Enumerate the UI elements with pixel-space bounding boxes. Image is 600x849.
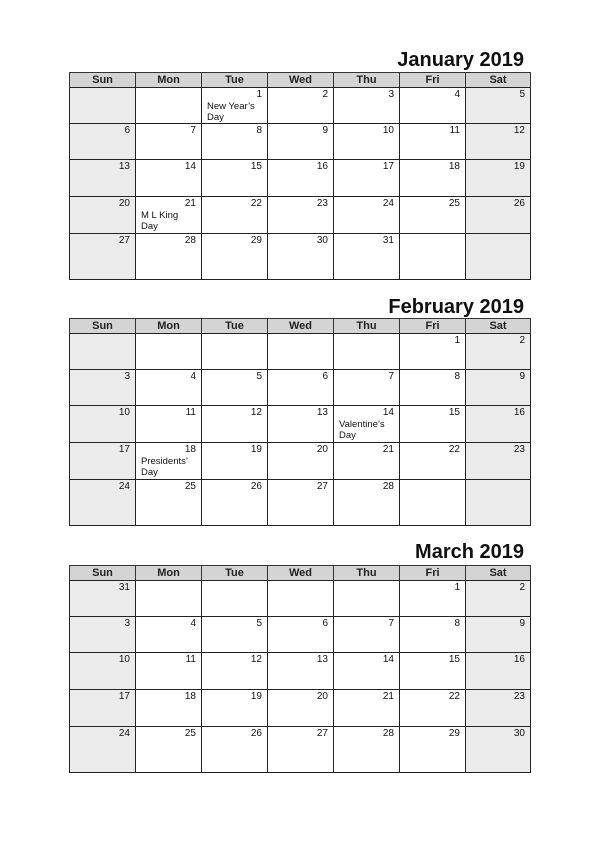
day-number <box>136 88 201 101</box>
weekday-header-sat: Sat <box>466 73 531 88</box>
empty-day-cell <box>136 581 202 617</box>
day-cell <box>136 124 202 160</box>
day-cell <box>334 406 400 443</box>
day-number: 22 <box>448 444 460 455</box>
month-title: February 2019 <box>388 296 524 318</box>
day-number: 21 <box>382 444 394 455</box>
weekday-header-wed: Wed <box>268 319 334 334</box>
day-cell <box>202 690 268 727</box>
day-number: 15 <box>448 654 460 665</box>
day-number: 26 <box>513 198 525 209</box>
weekday-header-thu: Thu <box>334 319 400 334</box>
day-number: 2 <box>519 582 525 593</box>
empty-day-cell <box>400 234 466 280</box>
day-number: 31 <box>382 235 394 246</box>
day-number: 20 <box>316 691 328 702</box>
day-number: 26 <box>250 481 262 492</box>
day-cell <box>466 653 531 690</box>
weekday-header-sat: Sat <box>466 566 531 581</box>
day-number <box>466 234 530 247</box>
day-cell <box>400 727 466 773</box>
day-cell <box>268 406 334 443</box>
day-cell <box>466 370 531 406</box>
day-number <box>466 480 530 493</box>
day-number: 3 <box>124 371 130 382</box>
day-number: 6 <box>322 618 328 629</box>
day-number: 18 <box>184 444 196 455</box>
day-cell <box>400 124 466 160</box>
week-row <box>70 690 531 727</box>
day-cell <box>268 617 334 653</box>
day-number: 30 <box>513 728 525 739</box>
day-number <box>70 334 135 347</box>
day-number: 16 <box>513 654 525 665</box>
holiday-note: New Year’s Day <box>207 101 255 123</box>
day-cell <box>202 88 268 124</box>
day-cell <box>202 727 268 773</box>
day-cell <box>136 234 202 280</box>
day-number: 25 <box>448 198 460 209</box>
day-cell <box>400 88 466 124</box>
day-number: 22 <box>250 198 262 209</box>
day-number: 13 <box>316 654 328 665</box>
day-number: 12 <box>250 407 262 418</box>
day-number: 22 <box>448 691 460 702</box>
day-cell <box>202 160 268 197</box>
day-number: 25 <box>184 481 196 492</box>
day-number: 14 <box>184 161 196 172</box>
empty-day-cell <box>400 480 466 526</box>
day-cell <box>400 406 466 443</box>
day-number: 19 <box>250 691 262 702</box>
day-number: 10 <box>118 654 130 665</box>
day-number: 8 <box>256 125 262 136</box>
day-number: 11 <box>449 125 460 136</box>
day-cell <box>70 197 136 234</box>
week-row <box>70 727 531 773</box>
day-cell <box>400 370 466 406</box>
day-number: 7 <box>190 125 196 136</box>
day-cell <box>268 443 334 480</box>
day-cell <box>466 124 531 160</box>
empty-day-cell <box>334 581 400 617</box>
day-number: 16 <box>513 407 525 418</box>
day-cell <box>466 690 531 727</box>
week-row <box>70 334 531 370</box>
day-number: 25 <box>184 728 196 739</box>
day-number: 16 <box>316 161 328 172</box>
day-number: 19 <box>250 444 262 455</box>
day-number: 21 <box>184 198 196 209</box>
day-number: 29 <box>250 235 262 246</box>
day-number: 24 <box>118 728 130 739</box>
day-number: 23 <box>316 198 328 209</box>
weekday-header-tue: Tue <box>202 319 268 334</box>
day-number: 9 <box>322 125 328 136</box>
day-cell <box>400 690 466 727</box>
day-cell <box>268 160 334 197</box>
day-cell <box>70 234 136 280</box>
day-number: 21 <box>382 691 394 702</box>
day-cell <box>136 160 202 197</box>
day-cell <box>334 124 400 160</box>
day-cell <box>400 581 466 617</box>
day-cell <box>202 653 268 690</box>
empty-day-cell <box>466 234 531 280</box>
day-number: 3 <box>124 618 130 629</box>
day-cell <box>268 727 334 773</box>
day-number: 27 <box>316 728 328 739</box>
day-cell <box>334 617 400 653</box>
day-cell <box>70 617 136 653</box>
day-cell <box>268 653 334 690</box>
day-cell <box>400 653 466 690</box>
day-cell <box>268 88 334 124</box>
day-number: 31 <box>118 582 130 593</box>
day-cell <box>334 370 400 406</box>
day-number <box>202 581 267 594</box>
day-cell <box>268 370 334 406</box>
day-cell <box>466 334 531 370</box>
day-number: 30 <box>316 235 328 246</box>
day-number: 7 <box>388 371 394 382</box>
day-cell <box>334 727 400 773</box>
day-cell <box>466 617 531 653</box>
empty-day-cell <box>136 88 202 124</box>
day-cell <box>202 443 268 480</box>
weekday-header-mon: Mon <box>136 73 202 88</box>
day-cell <box>334 160 400 197</box>
day-number: 18 <box>184 691 196 702</box>
day-cell <box>268 197 334 234</box>
day-cell <box>136 690 202 727</box>
weekday-header-row <box>70 319 531 334</box>
weekday-header-fri: Fri <box>400 319 466 334</box>
day-number: 6 <box>124 125 130 136</box>
day-cell <box>136 406 202 443</box>
day-cell <box>136 727 202 773</box>
day-number: 2 <box>519 335 525 346</box>
day-cell <box>136 443 202 480</box>
day-number: 3 <box>388 89 394 100</box>
day-cell <box>70 480 136 526</box>
day-cell <box>400 197 466 234</box>
weekday-header-row <box>70 73 531 88</box>
day-number: 27 <box>316 481 328 492</box>
day-number <box>136 334 201 347</box>
day-cell <box>334 234 400 280</box>
day-number: 13 <box>118 161 130 172</box>
empty-day-cell <box>334 334 400 370</box>
day-cell <box>334 197 400 234</box>
day-number: 20 <box>316 444 328 455</box>
month-title: March 2019 <box>415 541 524 563</box>
day-number: 28 <box>382 728 394 739</box>
day-cell <box>136 197 202 234</box>
day-number: 5 <box>256 371 262 382</box>
day-number: 1 <box>454 335 460 346</box>
day-number <box>268 334 333 347</box>
day-cell <box>400 160 466 197</box>
day-cell <box>70 406 136 443</box>
day-cell <box>466 88 531 124</box>
day-cell <box>466 197 531 234</box>
day-cell <box>466 443 531 480</box>
day-number: 7 <box>388 618 394 629</box>
day-cell <box>202 370 268 406</box>
calendar-grid <box>69 565 531 773</box>
week-row <box>70 160 531 197</box>
day-number: 15 <box>250 161 262 172</box>
day-number: 2 <box>322 89 328 100</box>
week-row <box>70 443 531 480</box>
month-march <box>69 541 530 775</box>
day-cell <box>400 617 466 653</box>
day-cell <box>334 443 400 480</box>
day-cell <box>268 690 334 727</box>
day-number <box>136 581 201 594</box>
day-number <box>334 334 399 347</box>
day-number: 28 <box>184 235 196 246</box>
day-number: 14 <box>382 654 394 665</box>
weekday-header-row <box>70 566 531 581</box>
day-number: 4 <box>190 618 196 629</box>
day-cell <box>202 234 268 280</box>
day-cell <box>268 124 334 160</box>
calendar-grid <box>69 72 531 280</box>
day-cell <box>70 727 136 773</box>
week-row <box>70 197 531 234</box>
empty-day-cell <box>202 334 268 370</box>
day-number: 11 <box>185 407 196 418</box>
day-number: 1 <box>256 89 262 100</box>
month-february <box>69 294 530 528</box>
day-cell <box>70 690 136 727</box>
day-cell <box>268 480 334 526</box>
day-cell <box>202 197 268 234</box>
weekday-header-wed: Wed <box>268 73 334 88</box>
day-number: 24 <box>382 198 394 209</box>
month-title: January 2019 <box>397 49 524 71</box>
day-number <box>400 480 465 493</box>
day-number: 13 <box>316 407 328 418</box>
day-number: 4 <box>454 89 460 100</box>
day-number: 10 <box>382 125 394 136</box>
weekday-header-sun: Sun <box>70 319 136 334</box>
weekday-header-fri: Fri <box>400 73 466 88</box>
day-number <box>334 581 399 594</box>
day-cell <box>334 480 400 526</box>
day-number: 8 <box>454 618 460 629</box>
weekday-header-sat: Sat <box>466 319 531 334</box>
day-number: 18 <box>448 161 460 172</box>
day-number: 14 <box>382 407 394 418</box>
day-number <box>202 334 267 347</box>
day-cell <box>136 653 202 690</box>
day-number: 29 <box>448 728 460 739</box>
empty-day-cell <box>70 88 136 124</box>
holiday-note: Valentine’s Day <box>339 419 385 441</box>
week-row <box>70 124 531 160</box>
day-cell <box>202 617 268 653</box>
day-number: 8 <box>454 371 460 382</box>
month-january <box>69 48 530 282</box>
empty-day-cell <box>136 334 202 370</box>
day-cell <box>136 370 202 406</box>
day-number: 28 <box>382 481 394 492</box>
week-row <box>70 581 531 617</box>
day-number: 12 <box>513 125 525 136</box>
weekday-header-sun: Sun <box>70 566 136 581</box>
weekday-header-tue: Tue <box>202 566 268 581</box>
week-row <box>70 480 531 526</box>
day-cell <box>400 443 466 480</box>
day-cell <box>70 160 136 197</box>
day-cell <box>334 88 400 124</box>
day-number: 5 <box>519 89 525 100</box>
calendar-grid <box>69 318 531 526</box>
weekday-header-thu: Thu <box>334 73 400 88</box>
holiday-note: M L King Day <box>141 210 179 232</box>
day-number: 9 <box>519 618 525 629</box>
week-row <box>70 370 531 406</box>
day-number <box>70 88 135 101</box>
day-cell <box>70 653 136 690</box>
day-number: 11 <box>185 654 196 665</box>
day-number: 4 <box>190 371 196 382</box>
day-number: 24 <box>118 481 130 492</box>
day-cell <box>334 690 400 727</box>
day-number: 17 <box>118 691 130 702</box>
day-cell <box>466 581 531 617</box>
weekday-header-thu: Thu <box>334 566 400 581</box>
day-cell <box>334 653 400 690</box>
weekday-header-tue: Tue <box>202 73 268 88</box>
day-number: 19 <box>513 161 525 172</box>
day-cell <box>70 581 136 617</box>
day-number: 12 <box>250 654 262 665</box>
holiday-note: Presidents’ Day <box>141 456 188 478</box>
day-number: 9 <box>519 371 525 382</box>
empty-day-cell <box>268 334 334 370</box>
weekday-header-fri: Fri <box>400 566 466 581</box>
day-cell <box>202 124 268 160</box>
day-number: 23 <box>513 691 525 702</box>
day-cell <box>466 160 531 197</box>
day-number: 17 <box>118 444 130 455</box>
day-number: 26 <box>250 728 262 739</box>
weekday-header-wed: Wed <box>268 566 334 581</box>
day-number: 10 <box>118 407 130 418</box>
empty-day-cell <box>466 480 531 526</box>
day-cell <box>136 480 202 526</box>
day-number: 20 <box>118 198 130 209</box>
day-cell <box>466 727 531 773</box>
day-number: 15 <box>448 407 460 418</box>
day-number <box>268 581 333 594</box>
day-cell <box>70 124 136 160</box>
day-cell <box>268 234 334 280</box>
day-number: 1 <box>454 582 460 593</box>
day-cell <box>400 334 466 370</box>
week-row <box>70 653 531 690</box>
day-cell <box>136 617 202 653</box>
day-number: 5 <box>256 618 262 629</box>
weekday-header-sun: Sun <box>70 73 136 88</box>
weekday-header-mon: Mon <box>136 319 202 334</box>
day-number: 17 <box>382 161 394 172</box>
empty-day-cell <box>268 581 334 617</box>
week-row <box>70 234 531 280</box>
day-cell <box>202 480 268 526</box>
empty-day-cell <box>202 581 268 617</box>
week-row <box>70 88 531 124</box>
day-cell <box>70 443 136 480</box>
day-number: 6 <box>322 371 328 382</box>
week-row <box>70 617 531 653</box>
weekday-header-mon: Mon <box>136 566 202 581</box>
day-cell <box>466 406 531 443</box>
day-cell <box>202 406 268 443</box>
day-number: 23 <box>513 444 525 455</box>
week-row <box>70 406 531 443</box>
day-cell <box>70 370 136 406</box>
day-number: 27 <box>118 235 130 246</box>
day-number <box>400 234 465 247</box>
empty-day-cell <box>70 334 136 370</box>
